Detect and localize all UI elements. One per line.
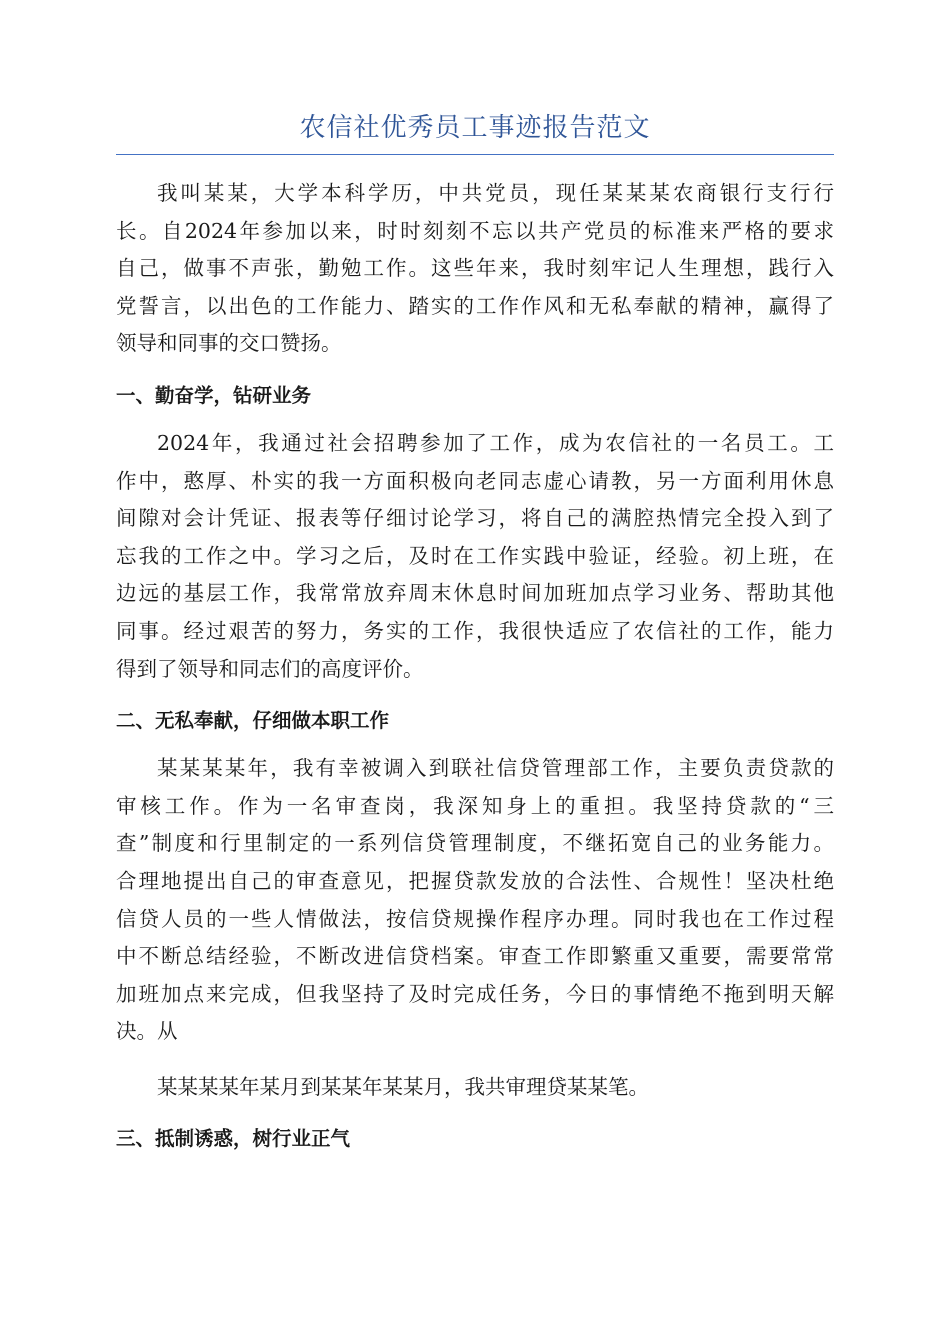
document-title: 农信社优秀员工事迹报告范文	[299, 113, 651, 143]
paragraph-line: 自己，做事不声张，勤勉工作。这些年来，我时刻牢记人生理想，践行入	[116, 256, 834, 281]
paragraph-line: 决。从	[116, 1019, 178, 1044]
paragraph-line: 作中，憨厚、朴实的我一方面积极向老同志虚心请教，另一方面利用休息	[116, 468, 834, 493]
paragraph-line: 忘我的工作之中。学习之后，及时在工作实践中验证，经验。初上班，在	[116, 543, 834, 568]
paragraph-line: 中不断总结经验，不断改进信贷档案。审查工作即繁重又重要，需要常常	[116, 944, 834, 969]
paragraph-line: 间隙对会计凭证、报表等仔细讨论学习，将自己的满腔热情完全投入到了	[116, 506, 834, 531]
paragraph-line: 查”制度和行里制定的一系列信贷管理制度，不继拓宽自己的业务能力。	[116, 831, 834, 856]
paragraph-line: 长。自2024年参加以来，时时刻刻不忘以共产党员的标准来严格的要求	[116, 218, 834, 243]
paragraph-line: 某某某某年，我有幸被调入到联社信贷管理部工作，主要负责贷款的	[157, 756, 834, 781]
paragraph-line: 2024年，我通过社会招聘参加了工作，成为农信社的一名员工。工	[157, 430, 834, 455]
title-underline	[116, 154, 834, 155]
section-heading-2: 二、无私奉献，仔细做本职工作	[116, 709, 390, 733]
paragraph-line: 某某某某年某月到某某年某某月，我共审理贷某某笔。	[157, 1074, 649, 1099]
section-2-paragraph-2	[116, 1069, 834, 1107]
paragraph-line: 我叫某某，大学本科学历，中共党员，现任某某某农商银行支行行	[157, 181, 834, 205]
paragraph-line: 边远的基层工作，我常常放弃周末休息时间加班加点学习业务、帮助其他	[116, 581, 834, 606]
paragraph-line: 审核工作。作为一名审查岗，我深知身上的重担。我坚持贷款的“三	[116, 793, 834, 818]
paragraph-line: 得到了领导和同志们的高度评价。	[116, 656, 424, 681]
paragraph-line: 合理地提出自己的审查意见，把握贷款发放的合法性、合规性！坚决杜绝	[116, 868, 834, 893]
intro-paragraph	[116, 175, 834, 363]
section-heading-1: 一、勤奋学，钻研业务	[116, 383, 312, 407]
section-1-paragraph	[116, 425, 834, 688]
document-page	[116, 108, 834, 1154]
paragraph-line: 领导和同事的交口赞扬。	[116, 331, 342, 356]
paragraph-line: 加班加点来完成，但我坚持了及时完成任务，今日的事情绝不拖到明天解	[116, 981, 834, 1006]
section-2-paragraph-1	[116, 750, 834, 1051]
paragraph-line: 党誓言，以出色的工作能力、踏实的工作作风和无私奉献的精神，赢得了	[116, 293, 834, 318]
section-heading-3: 三、抵制诱惑，树行业正气	[116, 1127, 351, 1151]
paragraph-line: 信贷人员的一些人情做法，按信贷规操作程序办理。同时我也在工作过程	[116, 906, 834, 931]
paragraph-line: 同事。经过艰苦的努力，务实的工作，我很快适应了农信社的工作，能力	[116, 618, 834, 643]
